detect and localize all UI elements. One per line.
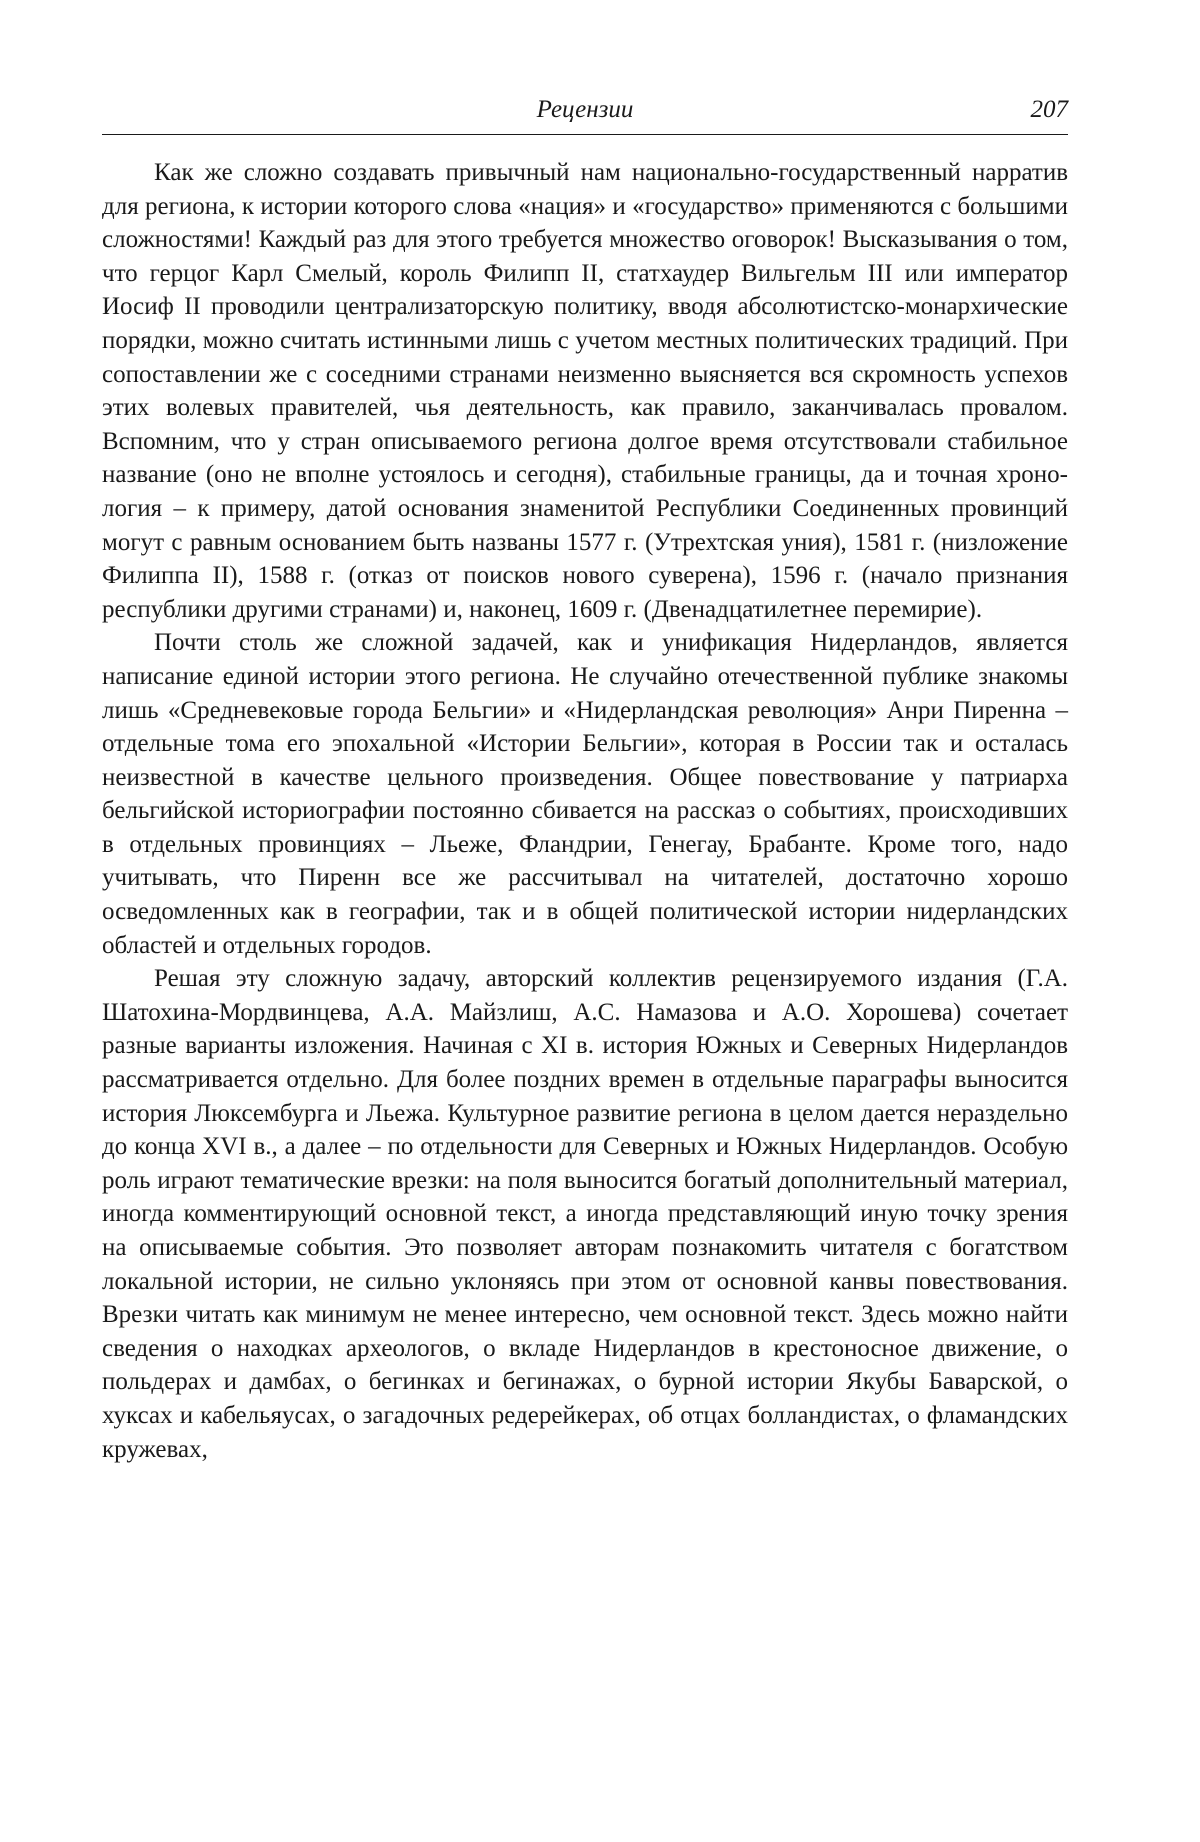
paragraph: Почти столь же сложной задачей, как и унификация Нидерландов, яв­ляется написание единой истории этого региона. Не случайно отечествен­ной публике знакомы лишь «Средневековые города Бельгии» и «Нидер­ландская революция» Анри Пиренна – отдельные тома его эпохальной «Истории Бельгии», которая в России так и осталась неизвестной в каче­стве цельного произведения. Общее повествование у патриарха бельгий­ской историографии постоянно сбивается на рассказ о событиях, происхо­дивших в отдельных провинциях – Льеже, Фландрии, Генегау, Брабанте. Кроме того, надо учитывать, что Пиренн все же рассчитывал на читателей, достаточно хорошо осведомленных как в географии, так и в общей полити­ческой истории нидерландских областей и отдельных городов.: [102, 626, 1068, 962]
running-title: Рецензии: [102, 96, 1068, 124]
running-head: [102, 92, 1068, 135]
page: [102, 92, 1068, 1466]
paragraph: Как же сложно создавать привычный нам национально-государствен­ный нарратив для региона, к истории которого слова «нация» и «государ­ство» применяются с большими сложностями! Каждый раз для этого тре­буется множество оговорок! Высказывания о том, что герцог Карл Смелый, король Филипп II, статхаудер Вильгельм III или император Иосиф II про­водили централизаторскую политику, вводя абсолютистско-монархические порядки, можно считать истинными лишь с учетом местных политических традиций. При сопоставлении же с соседними странами неизменно вы­ясняется вся скромность успехов этих волевых правителей, чья деятель­ность, как правило, заканчивалась провалом. Вспомним, что у стран опи­сываемого региона долгое время отсутствовали стабильное название (оно не вполне устоялось и сегодня), стабильные границы, да и точная хроно­логия – к примеру, датой основания знаменитой Республики Соединенных провинций могут с равным основанием быть названы 1577 г. (Утрехтская уния), 1581 г. (низложение Филиппа II), 1588 г. (отказ от поисков нового суверена), 1596 г. (начало признания республики другими странами) и, на­конец, 1609 г. (Двенадцатилетнее перемирие).: [102, 156, 1068, 626]
paragraph: Решая эту сложную задачу, авторский коллектив рецензируемого издания (Г.А. Шатохина-Мордвинцева, А.А. Майзлиш, А.С. Намазова и А.О. Хорошева) сочетает разные варианты изложения. Начиная с XI в. история Южных и Северных Нидерландов рассматривается отдельно. Для более поздних времен в отдельные параграфы выносится история Люксембурга и Льежа. Культурное развитие региона в целом дается нераз­дельно до конца XVI в., а далее – по отдельности для Северных и Южных Нидерландов. Особую роль играют тематические врезки: на поля выносит­ся богатый дополнительный материал, иногда комментирующий основной текст, а иногда представляющий иную точку зрения на описываемые со­бытия. Это позволяет авторам познакомить читателя с богатством локаль­ной истории, не сильно уклоняясь при этом от основной канвы повест­вования. Врезки читать как минимум не менее интересно, чем основной текст. Здесь можно найти сведения о находках археологов, о вкладе Нидер­ландов в крестоносное движение, о польдерах и дамбах, о бегинках и бе­гинажах, о бурной истории Якубы Баварской, о хуксах и кабельяусах, о за­гадочных редерейкерах, об отцах болландистах, о фламандских кружевах,: [102, 962, 1068, 1466]
body-text: [102, 156, 1068, 1466]
page-number: 207: [1031, 96, 1069, 124]
